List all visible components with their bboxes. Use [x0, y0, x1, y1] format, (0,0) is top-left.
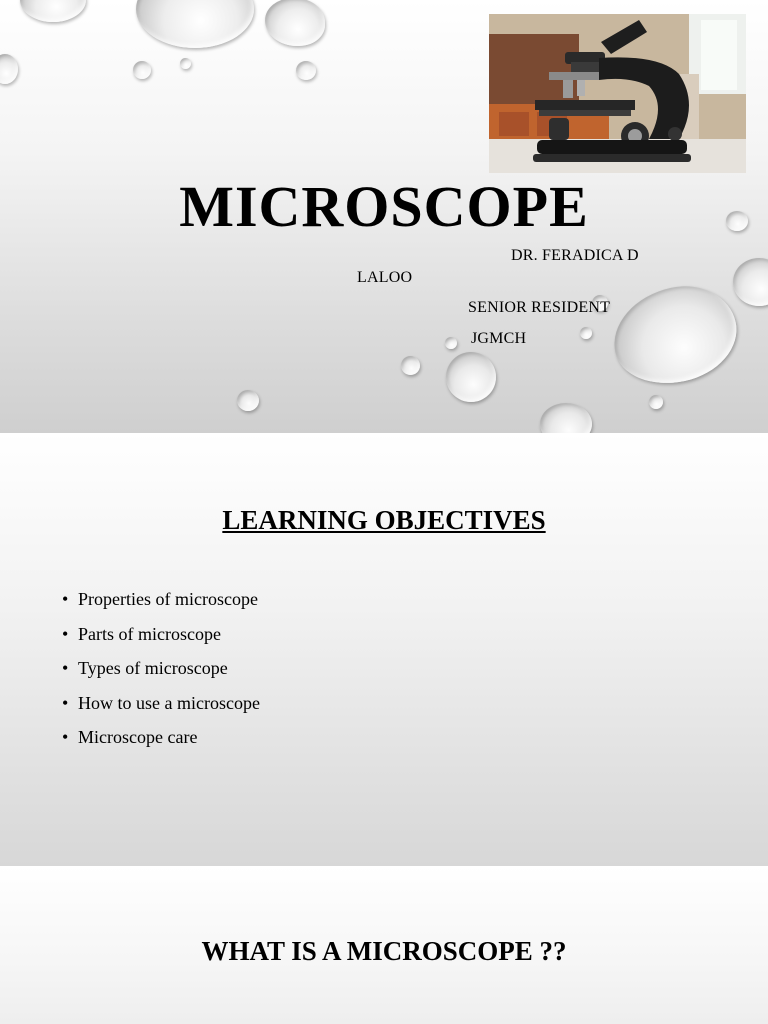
water-drop: [580, 327, 592, 339]
bullet-icon: •: [62, 727, 69, 747]
list-item: [62, 651, 260, 686]
author-name-line-1: DR. FERADICA D: [511, 247, 639, 264]
bullet-icon: •: [62, 658, 69, 678]
author-name-line-2: LALOO: [357, 269, 413, 286]
list-item-text: Microscope care: [78, 727, 198, 747]
list-item: [62, 617, 260, 652]
water-drop: [136, 0, 254, 48]
water-drop: [265, 0, 325, 46]
water-drop: [445, 337, 457, 349]
list-item-text: Parts of microscope: [78, 623, 221, 644]
objectives-slide: [0, 433, 768, 866]
author-institution: JGMCH: [471, 330, 527, 347]
water-drop: [296, 61, 316, 80]
slide-title: MICROSCOPE: [179, 174, 589, 239]
list-item-text: Types of microscope: [78, 658, 228, 678]
list-item: [62, 720, 260, 755]
water-drop: [180, 58, 191, 69]
water-drop: [0, 54, 18, 84]
water-drop: [733, 258, 768, 306]
author-designation: SENIOR RESIDENT: [468, 299, 611, 316]
list-item: [62, 686, 260, 721]
microscope-photo: [489, 14, 746, 173]
list-item-text: Properties of microscope: [78, 589, 258, 609]
water-drop: [605, 276, 746, 394]
bullet-icon: •: [62, 589, 69, 609]
water-drop: [133, 61, 151, 79]
water-drop: [20, 0, 86, 22]
water-drop: [401, 356, 420, 375]
list-item: [62, 582, 260, 617]
title-slide: [0, 0, 768, 433]
water-drop: [649, 395, 663, 409]
water-drop: [237, 390, 259, 411]
list-item-text: How to use a microscope: [78, 692, 260, 713]
definition-slide: [0, 866, 768, 1024]
bullet-icon: •: [62, 692, 69, 713]
water-drop: [540, 403, 592, 433]
objectives-heading-text: LEARNING OBJECTIVES: [222, 505, 546, 535]
definition-heading: WHAT IS A MICROSCOPE ??: [201, 936, 567, 966]
objectives-heading: [0, 505, 768, 536]
bullet-icon: •: [62, 623, 69, 644]
water-drop: [446, 352, 496, 402]
objectives-list: [62, 582, 260, 755]
